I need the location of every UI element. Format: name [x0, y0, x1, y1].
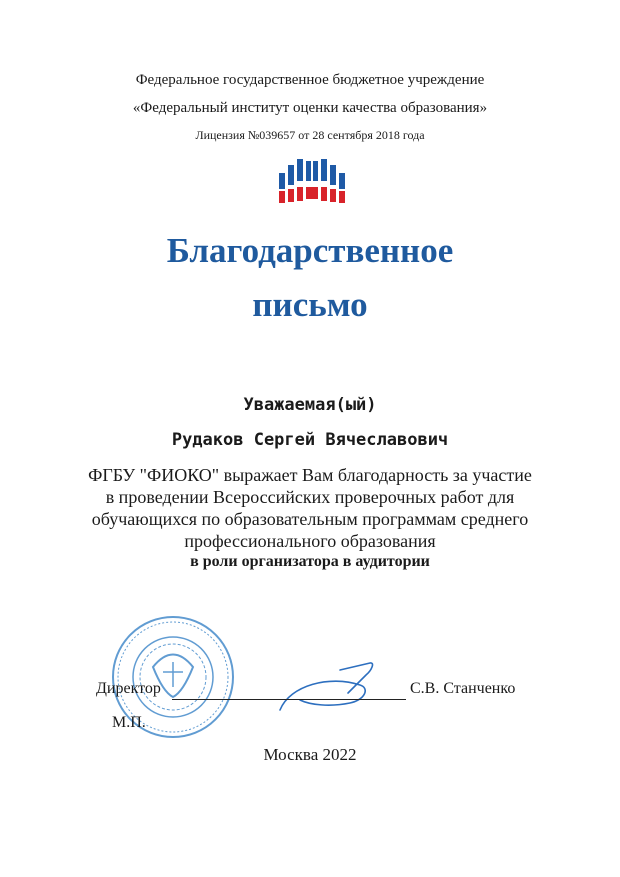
director-title: Директор	[96, 680, 161, 697]
org-line-1: Федеральное государственное бюджетное учреждение	[135, 72, 485, 88]
fioko-logo-icon	[279, 157, 345, 207]
license-text: Лицензия №039657 от 28 сентября 2018 года	[195, 128, 425, 142]
body-line: в проведении Всероссийских проверочных работ для	[105, 487, 515, 507]
body-line: профессионального образования	[184, 531, 436, 551]
signature-line	[172, 699, 406, 700]
role-text: в роли организатора в аудитории	[190, 553, 430, 570]
body-text	[0, 464, 620, 552]
director-signature	[270, 655, 400, 715]
salutation: Уважаемая(ый)	[243, 395, 377, 415]
body-line: ФГБУ "ФИОКО" выражает Вам благодарность за участие	[88, 465, 532, 485]
director-name: С.В. Станченко	[410, 680, 516, 697]
recipient-name: Рудаков Сергей Вячеславович	[171, 430, 449, 450]
org-line-2: «Федеральный институт оценки качества образования»	[132, 100, 488, 116]
place-year: Москва 2022	[263, 745, 357, 764]
body-line: обучающихся по образовательным программам среднего	[91, 509, 529, 529]
title-line-2: письмо	[252, 285, 368, 324]
title-line-1: Благодарственное	[166, 231, 454, 270]
seal-label: М.П.	[112, 714, 146, 731]
